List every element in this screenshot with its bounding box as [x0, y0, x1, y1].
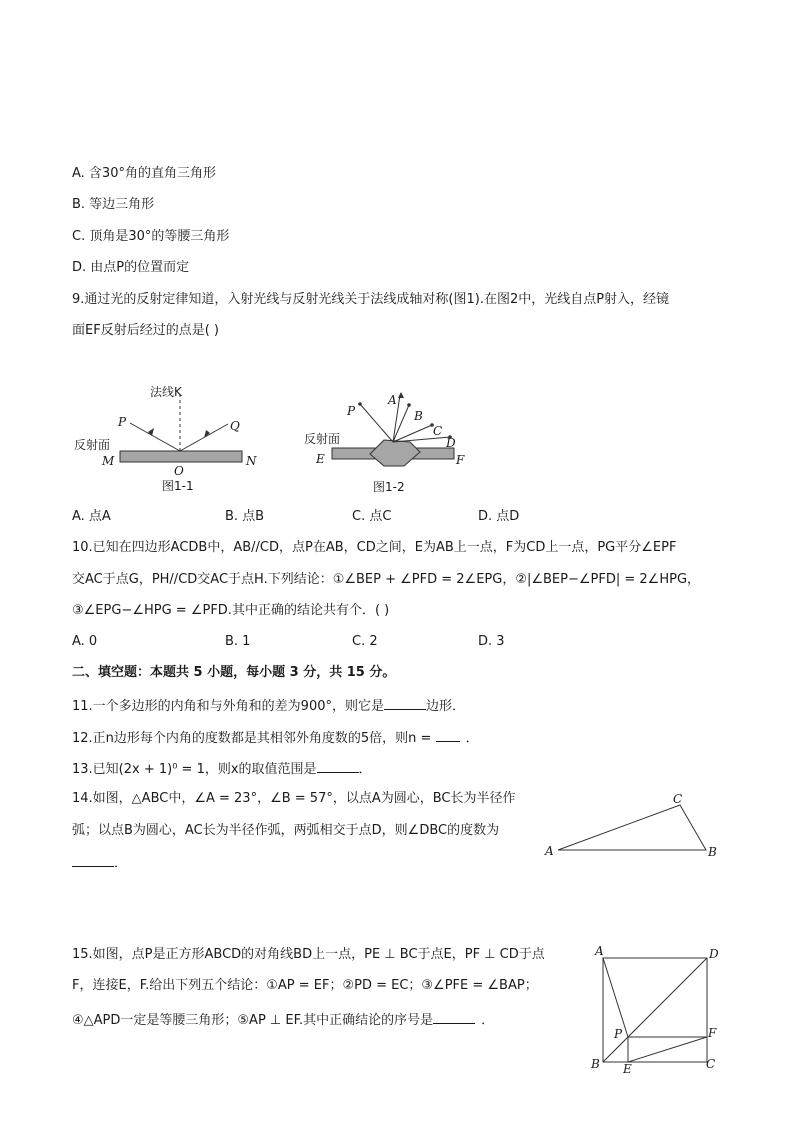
- label-D: D: [446, 436, 456, 450]
- q8-option-d: D. 由点P的位置而定: [72, 260, 190, 275]
- reflected-arrow-icon: [204, 430, 210, 438]
- label-B: B: [591, 1057, 600, 1071]
- q8-option-a: A. 含30°角的直角三角形: [72, 166, 216, 181]
- mirror-mn: [120, 451, 242, 462]
- label-M: M: [102, 454, 115, 468]
- q11-answer-blank[interactable]: [384, 697, 426, 710]
- q15-text: ④△APD一定是等腰三角形；⑤AP ⊥ EF.其中正确结论的序号是: [72, 1013, 434, 1028]
- label-E: E: [316, 452, 325, 466]
- q12: [72, 729, 479, 747]
- q13-answer-blank[interactable]: [317, 760, 359, 773]
- label-A: A: [388, 393, 397, 407]
- label-C: C: [706, 1057, 716, 1071]
- label-Q: Q: [230, 419, 240, 433]
- normal-label: 法线K: [150, 385, 182, 399]
- q9-option-d: D. 点D: [478, 509, 520, 524]
- q9-option-b: B. 点B: [225, 509, 265, 524]
- label-N: N: [246, 454, 257, 468]
- segment-ef: [628, 1037, 707, 1062]
- segment-ap: [603, 958, 628, 1037]
- label-D: D: [709, 947, 719, 961]
- label-C: C: [673, 792, 683, 806]
- label-P: P: [614, 1027, 623, 1041]
- reflected-ray: [180, 424, 228, 451]
- q12-answer-blank[interactable]: [436, 729, 460, 742]
- q11-text: 11.一个多边形的内角和与外角和的差为900°，则它是: [72, 699, 384, 714]
- label-P: P: [347, 404, 356, 418]
- q10-stem-line2: 交AC于点G，PH//CD交AC于点H.下列结论：①∠BEP + ∠PFD = 2∠EPG，②|∠BEP−∠PFD| = 2∠HPG，: [72, 572, 701, 587]
- q9-figure-2: [300, 380, 480, 500]
- label-C: C: [433, 424, 443, 438]
- ray-p: [360, 404, 393, 442]
- q11: [72, 697, 465, 715]
- q14-text-end: ．: [114, 856, 128, 871]
- label-F: F: [708, 1026, 717, 1040]
- q14-stem-line1: 14.如图，△ABC中，∠A = 23°，∠B = 57°，以点A为圆心，BC长为半径作: [72, 791, 516, 806]
- q8-option-c: C. 顶角是30°的等腰三角形: [72, 229, 230, 244]
- q10-stem-line1: 10.已知在四边形ACDB中，AB//CD，点P在AB，CD之间，E为AB上一点，F为CD上一点，PG平分∠EPF: [72, 540, 677, 555]
- q9-option-c: C. 点C: [352, 509, 392, 524]
- figure-caption: 图1-2: [373, 480, 405, 494]
- label-O: O: [174, 464, 184, 478]
- diagonal-bd: [603, 958, 707, 1062]
- label-F: F: [456, 453, 465, 467]
- label-A: A: [545, 844, 554, 858]
- q15-stem-line3: [72, 1011, 494, 1029]
- q15-answer-blank[interactable]: [433, 1011, 475, 1024]
- q14-answer-blank[interactable]: [72, 854, 114, 867]
- q15-stem-line1: 15.如图，点P是正方形ABCD的对角线BD上一点，PE ⊥ BC于点E，PF ⊥ CD于点: [72, 947, 545, 962]
- label-B: B: [708, 845, 717, 859]
- point-b: [407, 403, 411, 407]
- q14-stem-line2: 弧；以点B为圆心，AC长为半径作弧，两弧相交于点D，则∠DBC的度数为: [72, 823, 500, 838]
- q14-stem-line3: [72, 854, 127, 872]
- incident-ray: [130, 423, 180, 451]
- label-E: E: [623, 1062, 632, 1076]
- mirror-label: 反射面: [304, 432, 341, 446]
- q9-stem-line1: 9.通过光的反射定律知道，入射光线与反射光线关于法线成轴对称(图1).在图2中，光线自点P射入，经镜: [72, 292, 670, 307]
- q15-stem-line2: F，连接E，F.给出下列五个结论：①AP = EF；②PD = EC；③∠PFE = ∠BAP；: [72, 978, 538, 993]
- mirror-label: 反射面: [74, 438, 111, 452]
- label-B: B: [414, 409, 423, 423]
- q13-text-end: ．: [358, 762, 372, 777]
- mirror-blob: [370, 440, 420, 466]
- q11-text-end: 边形．: [426, 699, 466, 714]
- section-heading: 二、填空题：本题共 5 小题，每小题 3 分，共 15 分。: [72, 665, 396, 680]
- q15-text-end: ．: [481, 1013, 495, 1028]
- q10-option-b: B. 1: [225, 634, 251, 649]
- triangle-abc: [558, 805, 706, 850]
- incident-arrow-icon: [148, 428, 154, 436]
- figure-caption: 图1-1: [162, 479, 194, 493]
- q15-square-figure: [585, 940, 725, 1080]
- q9-option-a: A. 点A: [72, 509, 111, 524]
- q13: [72, 760, 372, 778]
- point-p: [358, 402, 362, 406]
- q13-text: 13.已知(2x + 1)⁰ = 1，则x的取值范围是: [72, 762, 317, 777]
- q10-option-d: D. 3: [478, 634, 505, 649]
- q12-text-end: ．: [465, 731, 479, 746]
- q14-triangle-figure: [540, 788, 730, 863]
- q10-option-c: C. 2: [352, 634, 378, 649]
- label-P: P: [118, 415, 127, 429]
- q8-option-b: B. 等边三角形: [72, 197, 155, 212]
- q9-stem-line2: 面EF反射后经过的点是( ): [72, 323, 219, 338]
- label-A: A: [595, 944, 604, 958]
- q12-text: 12.正n边形每个内角的度数都是其相邻外角度数的5倍，则n =: [72, 731, 436, 746]
- q10-stem-line3: ③∠EPG−∠HPG = ∠PFD.其中正确的结论共有个．( ): [72, 603, 390, 618]
- q10-option-a: A. 0: [72, 634, 98, 649]
- arrow-up-icon: [398, 392, 404, 398]
- q9-figure-1: [70, 380, 270, 500]
